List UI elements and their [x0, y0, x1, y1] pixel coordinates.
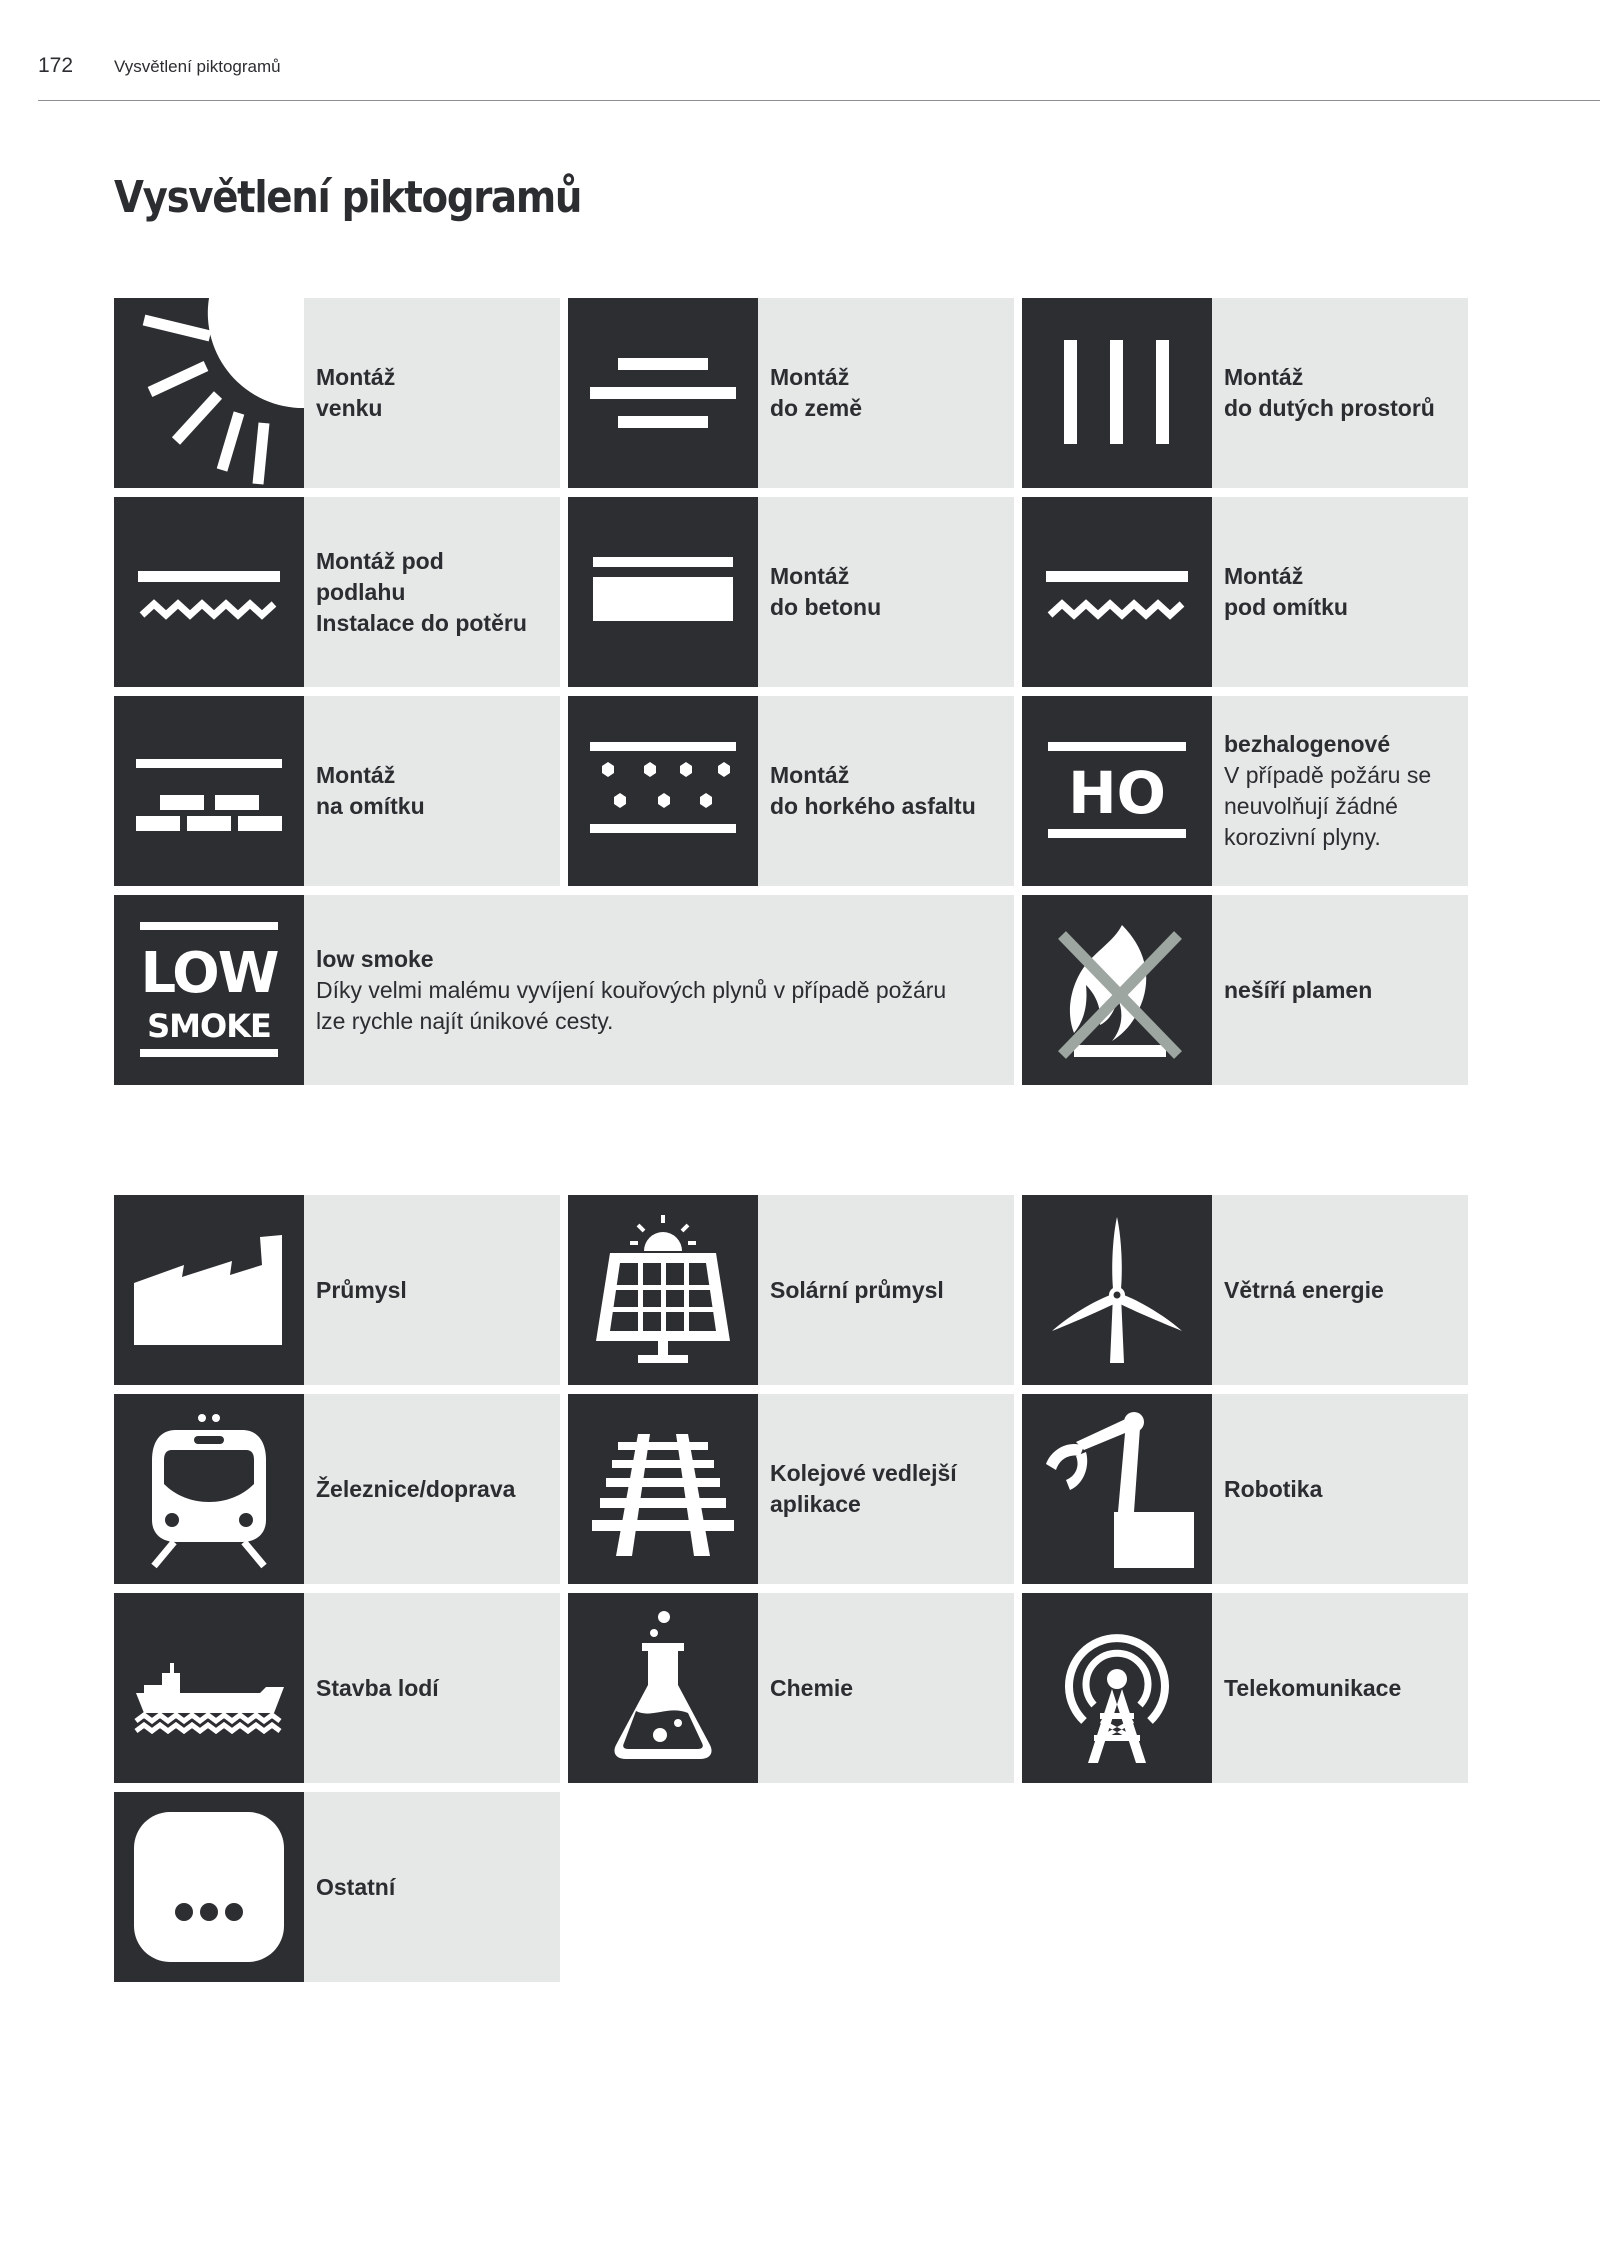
robot-arm-icon [1022, 1394, 1212, 1584]
tile-label: Montáž venku [316, 364, 396, 421]
tile-label: Robotika [1224, 1475, 1323, 1502]
tile-shipbuilding [114, 1593, 560, 1783]
tile-label: Stavba lodí [316, 1674, 439, 1701]
tile-concrete [568, 497, 1014, 687]
sun-icon [114, 298, 304, 488]
tile-chemistry [568, 1593, 1014, 1783]
tile-wind [1022, 1195, 1468, 1385]
tile-railway [114, 1394, 560, 1584]
tile-label: low smoke Díky velmi malému vyvíjení kouřových plynů v případě požáru lze rychle najít únikové cesty. [316, 945, 947, 1034]
halogen-free-icon [1022, 696, 1212, 886]
concrete-icon [568, 497, 758, 687]
ground-lines-icon [568, 298, 758, 488]
tile-label: Kolejové vedlejší aplikace [770, 1460, 957, 1517]
factory-icon [114, 1195, 304, 1385]
tile-label: Montáž do betonu [770, 563, 882, 620]
tile-outdoor [114, 298, 560, 488]
tile-surface-mount [114, 696, 560, 886]
tile-cavity [1022, 298, 1468, 488]
page-number: 172 [38, 54, 74, 77]
wind-turbine-icon [1022, 1195, 1212, 1385]
tile-label: Průmysl [316, 1276, 407, 1303]
antenna-icon [1022, 1593, 1212, 1783]
vertical-bars-icon [1022, 298, 1212, 488]
tile-label: Solární průmysl [770, 1276, 944, 1303]
tile-rail-track [568, 1394, 1014, 1584]
asphalt-icon [568, 696, 758, 886]
tile-label: Montáž do země [770, 364, 863, 421]
tile-robotics [1022, 1394, 1468, 1584]
under-plaster-icon [1022, 497, 1212, 687]
low-smoke-icon [114, 895, 304, 1085]
tile-telecom [1022, 1593, 1468, 1783]
svg-text:LOW: LOW [140, 941, 278, 1006]
tile-label: Větrná energie [1224, 1276, 1384, 1303]
tile-under-floor [114, 497, 560, 687]
svg-text:SMOKE: SMOKE [147, 1007, 271, 1045]
tile-other [114, 1792, 560, 1982]
tile-label: Montáž na omítku [316, 762, 425, 819]
tile-label: Montáž pod podlahu Instalace do potěru [316, 547, 527, 636]
tile-label: bezhalogenové V případě požáru se neuvolňují žádné korozivní plyny. [1224, 731, 1432, 850]
tile-industry [114, 1195, 560, 1385]
tile-label: Telekomunikace [1224, 1674, 1402, 1701]
more-dots-icon [114, 1792, 304, 1982]
crossed-flame-icon [1022, 895, 1212, 1085]
bricks-icon [114, 696, 304, 886]
tile-solar [568, 1195, 1014, 1385]
tile-label: Montáž pod omítku [1224, 563, 1348, 620]
tile-label: Montáž do horkého asfaltu [770, 762, 976, 819]
tile-label: nešíří plamen [1224, 976, 1373, 1003]
tile-label: Ostatní [316, 1873, 396, 1900]
solar-panel-icon [568, 1195, 758, 1385]
tile-low-smoke [114, 895, 1014, 1085]
tile-halogen-free [1022, 696, 1468, 886]
railway-track-icon [568, 1394, 758, 1584]
tile-label: Chemie [770, 1674, 854, 1701]
tile-in-ground [568, 298, 1014, 488]
tile-no-flame [1022, 895, 1468, 1085]
tile-label: Montáž do dutých prostorů [1224, 364, 1435, 421]
svg-text:HO: HO [1068, 759, 1166, 827]
tile-label: Železnice/doprava [316, 1475, 516, 1502]
running-title: Vysvětlení piktogramů [114, 57, 281, 76]
flask-icon [568, 1593, 758, 1783]
under-floor-icon [114, 497, 304, 687]
train-icon [114, 1394, 304, 1584]
tile-hot-asphalt [568, 696, 1014, 886]
page-header [38, 52, 1600, 101]
page-title: Vysvětlení piktogramů [114, 172, 582, 223]
ship-icon [114, 1593, 304, 1783]
tile-under-plaster [1022, 497, 1468, 687]
